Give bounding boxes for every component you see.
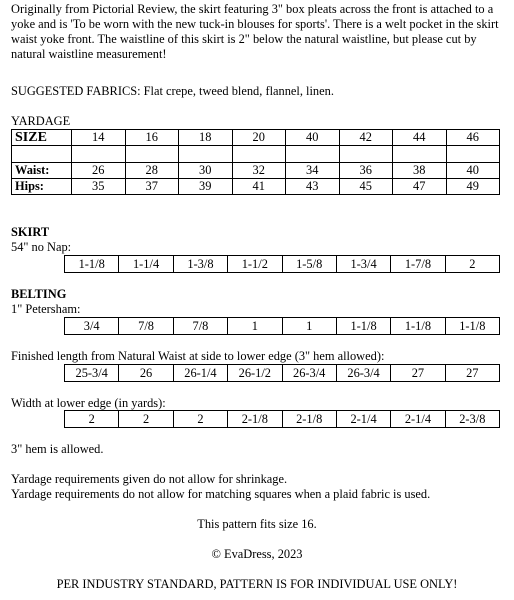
copyright: © EvaDress, 2023: [211, 547, 303, 561]
shrinkage-note: Yardage requirements given do not allow for shrinkage.: [11, 472, 288, 486]
spacer-cell: [179, 146, 233, 163]
width-lower-edge-label: Width at lower edge (in yards):: [11, 396, 166, 410]
width-lower-edge-cell: 2: [119, 411, 173, 428]
waist-cell: 32: [232, 163, 286, 179]
width-lower-edge-cell: 2-3/8: [445, 411, 499, 428]
waist-cell: 40: [446, 163, 500, 179]
finished-length-table: [64, 364, 500, 382]
size-label: SIZE: [12, 130, 72, 146]
size-cell: 16: [125, 130, 179, 146]
hem-note: 3" hem is allowed.: [11, 442, 104, 456]
yardage-heading: YARDAGE: [11, 114, 71, 128]
size-cell: 20: [232, 130, 286, 146]
spacer-cell: [339, 146, 393, 163]
belting-yardage-cell: 1-1/8: [336, 318, 390, 335]
width-lower-edge-cell: 2-1/8: [228, 411, 282, 428]
spacer-cell: [286, 146, 340, 163]
hips-cell: 47: [393, 179, 447, 195]
finished-length-label: Finished length from Natural Waist at side to lower edge (3" hem allowed):: [11, 349, 385, 363]
hips-cell: 49: [446, 179, 500, 195]
width-lower-edge-cell: 2: [173, 411, 227, 428]
finished-length-cell: 26-3/4: [336, 365, 390, 382]
waist-cell: 26: [72, 163, 126, 179]
belting-yardage-cell: 7/8: [119, 318, 173, 335]
hips-cell: 37: [125, 179, 179, 195]
size-cell: 42: [339, 130, 393, 146]
skirt-fabric-label: 54" no Nap:: [11, 240, 72, 254]
belting-yardage-cell: 1: [228, 318, 282, 335]
width-lower-edge-cell: 2-1/4: [336, 411, 390, 428]
skirt-yardage-cell: 1-5/8: [282, 256, 336, 273]
width-lower-edge-cell: 2: [65, 411, 119, 428]
spacer-cell: [72, 146, 126, 163]
waist-cell: 34: [286, 163, 340, 179]
belting-yardage-cell: 3/4: [65, 318, 119, 335]
size-cell: 44: [393, 130, 447, 146]
belting-yardage-cell: 1-1/8: [391, 318, 445, 335]
individual-use-notice: PER INDUSTRY STANDARD, PATTERN IS FOR INDIVIDUAL USE ONLY!: [56, 577, 458, 591]
spacer-cell: [232, 146, 286, 163]
waist-cell: 36: [339, 163, 393, 179]
pattern-fit-note: This pattern fits size 16.: [197, 517, 317, 531]
size-cell: 14: [72, 130, 126, 146]
finished-length-cell: 26-1/4: [173, 365, 227, 382]
width-lower-edge-table: [64, 410, 500, 428]
spacer-cell: [393, 146, 447, 163]
finished-length-cell: 26-1/2: [228, 365, 282, 382]
belting-heading: BELTING: [11, 287, 67, 301]
belting-fabric-label: 1" Petersham:: [11, 302, 81, 316]
size-cell: 40: [286, 130, 340, 146]
skirt-yardage-row: [65, 256, 500, 273]
waist-cell: 30: [179, 163, 233, 179]
spacer-row: [12, 146, 500, 163]
width-lower-edge-cell: 2-1/4: [391, 411, 445, 428]
finished-length-cell: 26: [119, 365, 173, 382]
belting-yardage-cell: 1: [282, 318, 336, 335]
intro-paragraph: Originally from Pictorial Review, the skirt featuring 3" box pleats across the front is attached to a yoke and is 'To be worn with the new tuck-in blouses for sports'. There is a welt pocket in the skirt waist yoke front. The waistline of this skirt is 2" below the natural waistline, but please cut by natural waistline measurement!: [11, 2, 499, 61]
spacer-cell: [125, 146, 179, 163]
size-row: [12, 130, 500, 146]
finished-length-cell: 27: [391, 365, 445, 382]
size-cell: 18: [179, 130, 233, 146]
belting-yardage-row: [65, 318, 500, 335]
waist-cell: 38: [393, 163, 447, 179]
hips-label: Hips:: [12, 179, 72, 195]
hips-cell: 35: [72, 179, 126, 195]
hips-cell: 45: [339, 179, 393, 195]
skirt-yardage-cell: 1-7/8: [391, 256, 445, 273]
plaid-note: Yardage requirements do not allow for matching squares when a plaid fabric is used.: [11, 487, 431, 501]
finished-length-cell: 26-3/4: [282, 365, 336, 382]
finished-length-cell: 27: [445, 365, 499, 382]
skirt-yardage-cell: 1-1/2: [228, 256, 282, 273]
finished-length-row: [65, 365, 500, 382]
hips-row: [12, 179, 500, 195]
size-cell: 46: [446, 130, 500, 146]
spacer-cell: [12, 146, 72, 163]
spacer-cell: [446, 146, 500, 163]
skirt-yardage-table: [64, 255, 500, 273]
skirt-yardage-cell: 1-3/8: [173, 256, 227, 273]
belting-yardage-cell: 7/8: [173, 318, 227, 335]
finished-length-cell: 25-3/4: [65, 365, 119, 382]
hips-cell: 39: [179, 179, 233, 195]
skirt-yardage-cell: 2: [445, 256, 499, 273]
size-measurement-table: [11, 129, 500, 195]
skirt-yardage-cell: 1-1/8: [65, 256, 119, 273]
hips-cell: 41: [232, 179, 286, 195]
belting-yardage-cell: 1-1/8: [445, 318, 499, 335]
belting-yardage-table: [64, 317, 500, 335]
waist-cell: 28: [125, 163, 179, 179]
waist-label: Waist:: [12, 163, 72, 179]
waist-row: [12, 163, 500, 179]
hips-cell: 43: [286, 179, 340, 195]
width-lower-edge-row: [65, 411, 500, 428]
width-lower-edge-cell: 2-1/8: [282, 411, 336, 428]
skirt-yardage-cell: 1-1/4: [119, 256, 173, 273]
skirt-yardage-cell: 1-3/4: [336, 256, 390, 273]
suggested-fabrics: SUGGESTED FABRICS: Flat crepe, tweed blend, flannel, linen.: [11, 84, 334, 98]
skirt-heading: SKIRT: [11, 225, 50, 239]
